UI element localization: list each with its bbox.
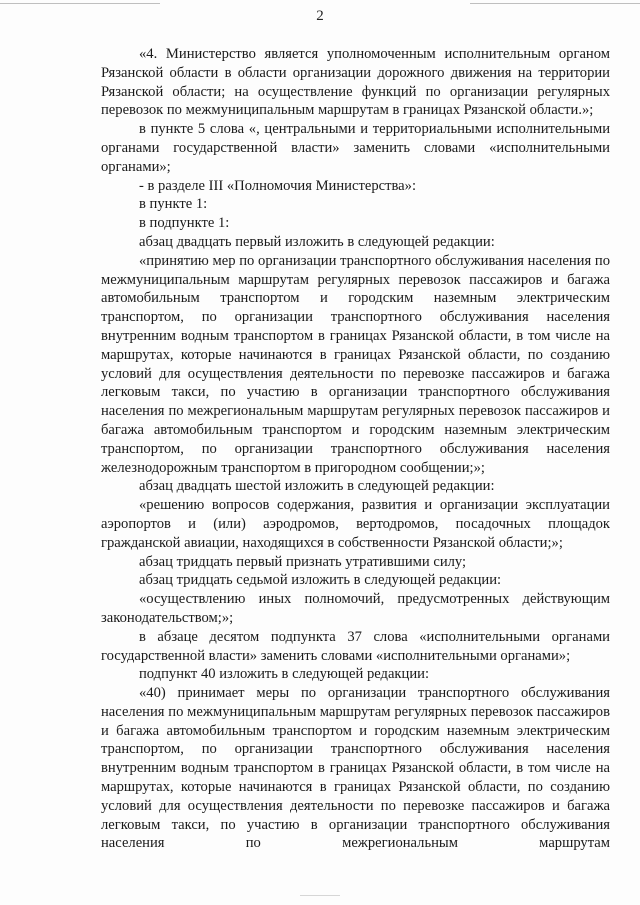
paragraph-subpoint-1: в подпункте 1:	[139, 215, 230, 232]
paragraph-abzac-31: абзац тридцать первый признать утратившими силу;	[139, 553, 467, 570]
scan-edge-mark	[470, 3, 640, 4]
paragraph-quote-40: «40) принимает меры по организации транспортного обслуживания населения по межмуниципальным маршрутам регулярных перевозок пассажиров и багажа автомобильным транспортом и городским наземным электрическим транспортом, по организации транспортного обслуживания населения внутренним водным транспортом в границах Рязанской области, в том числе на маршрутах, которые начинаются в границах Рязанской области, по созданию условий для осуществления деятельности по перевозке пассажиров и багажа легковым такси, по участию в организации транспортного обслуживания населения по межрегиональным маршрутам	[101, 685, 610, 852]
paragraph-quote-transport: «принятию мер по организации транспортного обслуживания населения по межмуниципальным маршрутам регулярных перевозок пассажиров и багажа автомобильным транспортом и городским наземным электрическим транспортом, по организации транспортного обслуживания населения внутренним водным транспортом в границах Рязанской области, в том числе на маршрутах, которые начинаются в границах Рязанской области, по созданию условий для осуществления деятельности по перевозке пассажиров и багажа легковым такси, по участию в организации транспортного обслуживания населения по межрегиональным маршрутам регулярных перевозок пассажиров и багажа автомобильным транспортом и городским наземным электрическим транспортом, по организации транспортного обслуживания населения железнодорожным транспортом в пригородном сообщении;»;	[101, 252, 610, 476]
paragraph-abzac-37: абзац тридцать седьмой изложить в следующей редакции:	[139, 572, 502, 589]
paragraph-subpoint-40: подпункт 40 изложить в следующей редакции:	[139, 666, 430, 683]
paragraph-point-1: в пункте 1:	[139, 196, 208, 213]
paragraph-point-5: в пункте 5 слова «, центральными и территориальными исполнительными органами государственной власти» заменить словами «исполнительными органами»;	[101, 121, 610, 175]
document-body	[101, 45, 610, 853]
paragraph-abzac-26: абзац двадцать шестой изложить в следующей редакции:	[139, 478, 495, 495]
paragraph-quote-airports: «решению вопросов содержания, развития и организации эксплуатации аэропортов и (или) аэродромов, вертодромов, посадочных площадок гражданской авиации, находящихся в собственности Рязанской области;»;	[101, 497, 610, 551]
page-number: 2	[316, 8, 324, 24]
scan-edge-mark	[300, 895, 340, 896]
paragraph-quote-other-powers: «осуществлению иных полномочий, предусмотренных действующим законодательством;»;	[101, 591, 610, 626]
paragraph-section-3: - в разделе III «Полномочия Министерства»:	[139, 177, 416, 194]
paragraph-abzac-21: абзац двадцать первый изложить в следующей редакции:	[139, 233, 495, 250]
paragraph-item-4: «4. Министерство является уполномоченным исполнительным органом Рязанской области в области организации дорожного движения на территории Рязанской области; на осуществление функций по организации регулярных перевозок по межмуниципальным маршрутам в границах Рязанской области.»;	[101, 46, 610, 119]
scan-edge-mark	[0, 3, 160, 4]
paragraph-subpoint-37: в абзаце десятом подпункта 37 слова «исполнительными органами государственной власти» заменить словами «исполнительными органами»;	[101, 628, 610, 664]
